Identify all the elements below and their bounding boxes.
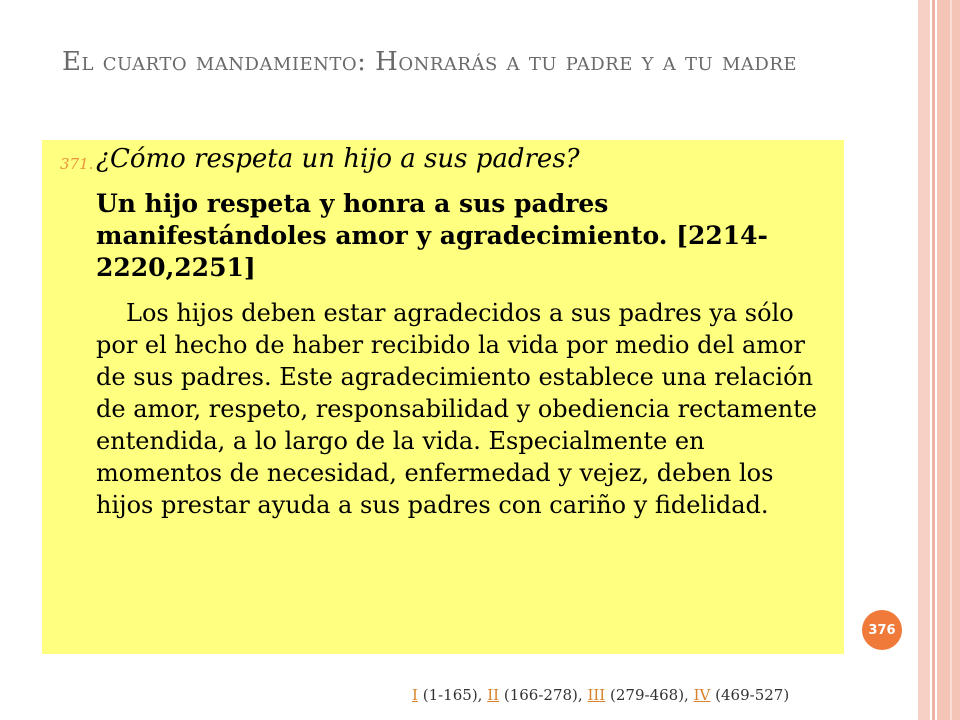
footer-range-3: (279-468),: [610, 686, 689, 704]
footer-nav: [412, 686, 789, 704]
decor-stripe: [937, 0, 960, 720]
footer-link-1[interactable]: I: [412, 686, 418, 704]
footer-link-2[interactable]: II: [487, 686, 500, 704]
question-number: 371.: [60, 155, 94, 173]
decor-stripe: [932, 0, 935, 720]
footer-link-3[interactable]: III: [587, 686, 606, 704]
footer-link-4[interactable]: IV: [693, 686, 711, 704]
slide-title: El cuarto mandamiento: Honrarás a tu padre y a tu madre: [62, 47, 798, 77]
decor-stripe: [950, 0, 952, 720]
question-text: ¿Cómo respeta un hijo a sus padres?: [96, 144, 580, 174]
footer-range-4: (469-527): [715, 686, 790, 704]
footer-range-2: (166-278),: [503, 686, 583, 704]
decor-stripe: [918, 0, 930, 720]
body-text: Los hijos deben estar agradecidos a sus padres ya sólo por el hecho de haber recibido la vida por medio del amor de sus padres. Este agradecimiento establece una relación de amor, respeto, responsabilidad y obediencia rectamente entendida, a lo largo de la vida. Especialmente en momentos de necesidad, enfermedad y vejez, deben los hijos prestar ayuda a sus padres con cariño y fidelidad.: [96, 299, 817, 519]
footer-range-1: (1-165),: [422, 686, 483, 704]
page-number-badge: 376: [862, 610, 902, 650]
answer-text: Un hijo respeta y honra a sus padres manifestándoles amor y agradecimiento. [2214-2220,2251]: [96, 189, 768, 282]
